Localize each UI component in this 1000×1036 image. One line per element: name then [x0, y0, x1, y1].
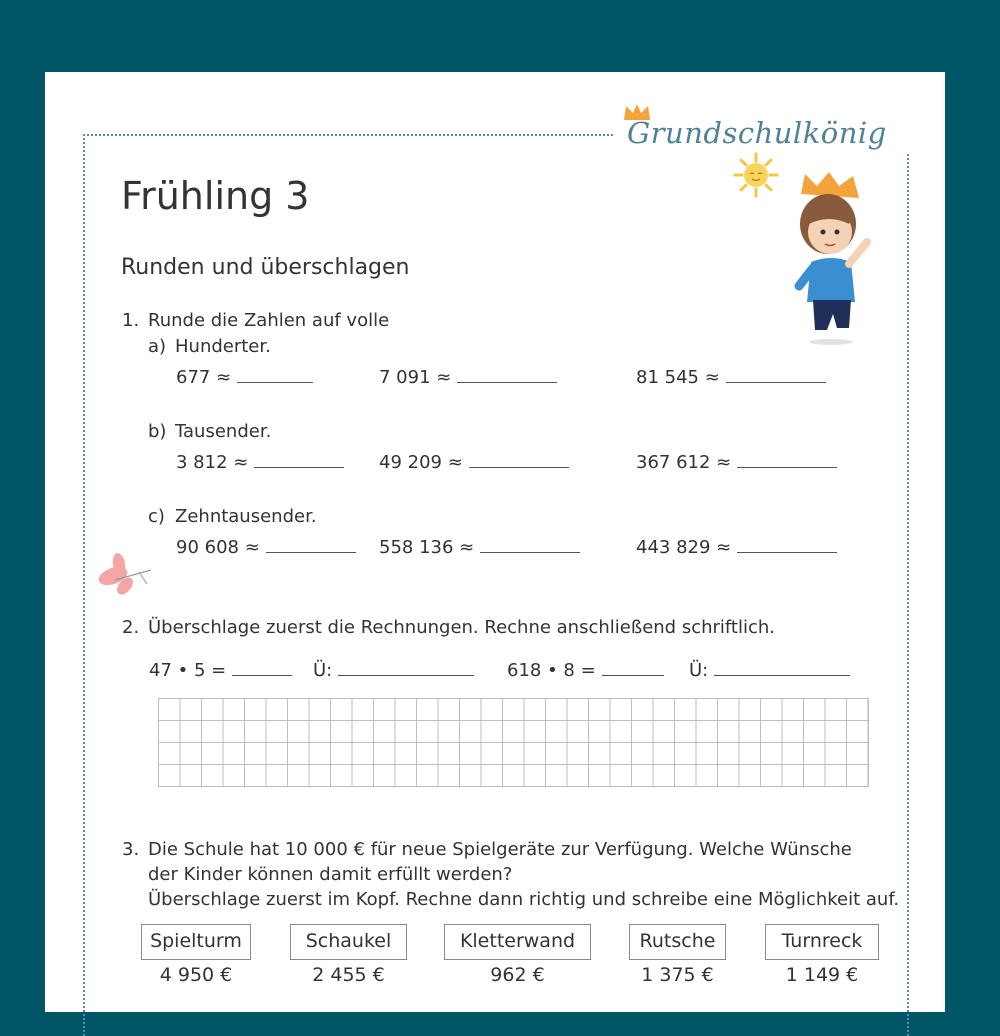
answer-line[interactable]	[266, 536, 356, 553]
task1b-label: b)	[148, 421, 167, 442]
item-box-spielturm: Spielturm	[141, 924, 251, 960]
item-box-rutsche: Rutsche	[629, 924, 726, 960]
task1b-item-3: 367 612 ≈	[636, 451, 837, 473]
task1c-text: Zehntausender.	[175, 506, 317, 527]
task1-intro: Runde die Zahlen auf volle	[148, 310, 390, 331]
answer-line[interactable]	[457, 366, 557, 383]
task1-number: 1.	[122, 310, 140, 331]
task1c-item-1: 90 608 ≈	[176, 536, 356, 558]
task1b-text: Tausender.	[175, 421, 272, 442]
item-price-spielturm: 4 950 €	[159, 964, 233, 986]
estimate-line[interactable]	[714, 659, 850, 676]
task2-calc-2: 618 • 8 =	[507, 659, 664, 681]
task1a-item-3: 81 545 ≈	[636, 366, 826, 388]
task2-estimate-1: Ü:	[313, 659, 474, 681]
butterfly-illustration	[95, 552, 159, 602]
answer-line[interactable]	[480, 536, 580, 553]
task2-text: Überschlage zuerst die Rechnungen. Rechne anschließend schriftlich.	[148, 617, 776, 638]
task3-line-3: Überschlage zuerst im Kopf. Rechne dann richtig und schreibe eine Möglichkeit auf.	[148, 889, 900, 910]
answer-line[interactable]	[726, 366, 826, 383]
task3-line-1: Die Schule hat 10 000 € für neue Spielgeräte zur Verfügung. Welche Wünsche	[148, 839, 852, 860]
task1a-item-2: 7 091 ≈	[379, 366, 557, 388]
answer-line[interactable]	[737, 451, 837, 468]
calculation-grid[interactable]	[158, 698, 869, 787]
item-box-schaukel: Schaukel	[290, 924, 407, 960]
task1c-label: c)	[148, 506, 165, 527]
item-box-turnreck: Turnreck	[765, 924, 879, 960]
task1c-item-2: 558 136 ≈	[379, 536, 580, 558]
answer-line[interactable]	[232, 659, 292, 676]
task1a-text: Hunderter.	[175, 336, 271, 357]
task2-estimate-2: Ü:	[689, 659, 850, 681]
item-price-kletterwand: 962 €	[490, 964, 545, 986]
answer-line[interactable]	[254, 451, 344, 468]
page-title: Frühling 3	[121, 174, 310, 218]
task3-number: 3.	[122, 839, 140, 860]
answer-line[interactable]	[237, 366, 313, 383]
task1c-item-3: 443 829 ≈	[636, 536, 837, 558]
boy-with-crown-illustration	[783, 172, 878, 347]
task1b-item-1: 3 812 ≈	[176, 451, 344, 473]
task1b-item-2: 49 209 ≈	[379, 451, 569, 473]
item-price-rutsche: 1 375 €	[641, 964, 714, 986]
task2-calc-1: 47 • 5 =	[149, 659, 292, 681]
task3-line-2: der Kinder können damit erfüllt werden?	[148, 864, 513, 885]
page-subtitle: Runden und überschlagen	[121, 255, 410, 280]
item-price-turnreck: 1 149 €	[785, 964, 859, 986]
answer-line[interactable]	[469, 451, 569, 468]
item-box-kletterwand: Kletterwand	[444, 924, 591, 960]
task2-number: 2.	[122, 617, 140, 638]
task1a-item-1: 677 ≈	[176, 366, 313, 388]
task1a-label: a)	[148, 336, 167, 357]
item-price-schaukel: 2 455 €	[312, 964, 385, 986]
worksheet	[45, 72, 945, 1012]
answer-line[interactable]	[602, 659, 664, 676]
brand-logo-text: Grundschulkönig	[627, 116, 887, 150]
sun-illustration	[733, 152, 779, 198]
estimate-line[interactable]	[338, 659, 474, 676]
answer-line[interactable]	[737, 536, 837, 553]
